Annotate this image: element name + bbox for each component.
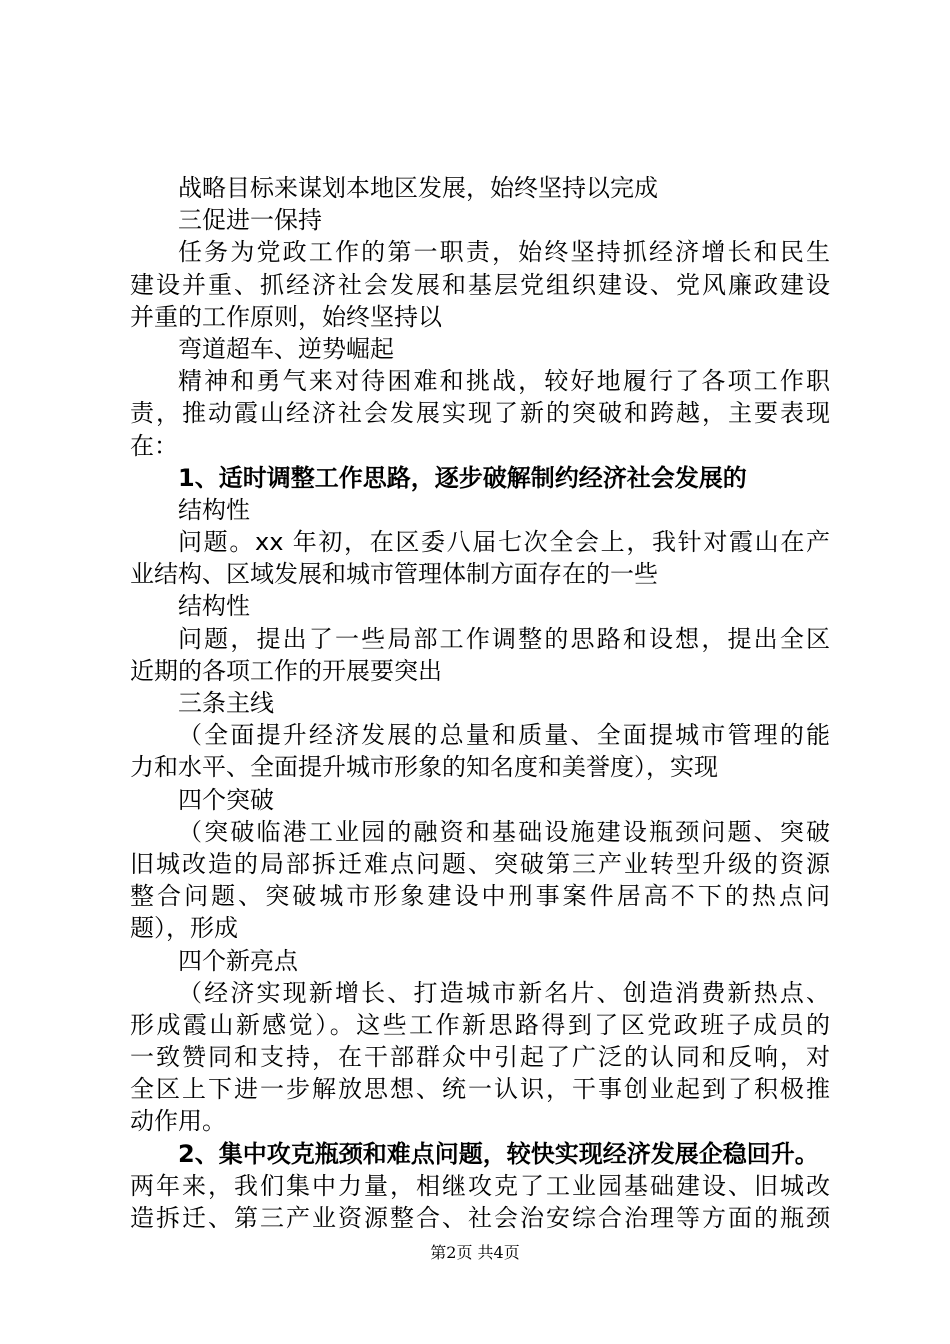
- text-line: 三条主线: [178, 689, 274, 717]
- text-line: 责，推动霞山经济社会发展实现了新的突破和跨越，主要表现: [130, 399, 830, 428]
- text-line: 一致赞同和支持，在干部群众中引起了广泛的认同和反响，对: [130, 1043, 830, 1072]
- text-line: 弯道超车、逆势崛起: [178, 334, 394, 363]
- text-line: 在：: [130, 431, 178, 460]
- section-heading: 2、集中攻克瓶颈和难点问题，较快实现经济发展企稳回升。: [178, 1139, 819, 1168]
- text-line: （突破临港工业园的融资和基础设施建设瓶颈问题、突破: [178, 817, 830, 846]
- text-line: 结构性: [178, 592, 250, 621]
- text-line: 全区上下进一步解放思想、统一认识，干事创业起到了积极推: [130, 1075, 830, 1104]
- text-line: （全面提升经济发展的总量和质量、全面提城市管理的能: [178, 721, 830, 750]
- text-line: 战略目标来谋划本地区发展，始终坚持以完成: [178, 174, 658, 202]
- text-line: 整合问题、突破城市形象建设中刑事案件居高不下的热点问: [130, 882, 830, 911]
- text-line: 任务为党政工作的第一职责，始终坚持抓经济增长和民生: [178, 238, 830, 267]
- text-line: 建设并重、抓经济社会发展和基层党组织建设、党风廉政建设: [130, 270, 830, 299]
- text-line: 两年来，我们集中力量，相继攻克了工业园基础建设、旧城改: [130, 1171, 830, 1200]
- text-line: 结构性: [178, 495, 250, 524]
- text-line: （经济实现新增长、打造城市新名片、创造消费新热点、: [178, 978, 830, 1007]
- text-line: 力和水平、全面提升城市形象的知名度和美誉度），实现: [130, 753, 718, 782]
- text-line: 精神和勇气来对待困难和挑战，较好地履行了各项工作职: [178, 367, 830, 396]
- page-number-footer: 第2页 共4页: [430, 1243, 520, 1262]
- text-line: 四个突破: [178, 785, 274, 814]
- section-heading: 1、适时调整工作思路，逐步破解制约经济社会发展的: [178, 463, 747, 492]
- text-line: 动作用。: [130, 1107, 226, 1136]
- document-body: [130, 172, 830, 1234]
- text-line: 题），形成: [130, 914, 238, 943]
- text-line: 四个新亮点: [178, 946, 298, 975]
- text-line: 问题。xx 年初，在区委八届七次全会上，我针对霞山在产: [178, 528, 830, 557]
- text-line: 造拆迁、第三产业资源整合、社会治安综合治理等方面的瓶颈: [130, 1204, 830, 1232]
- text-line: 业结构、区域发展和城市管理体制方面存在的一些: [130, 560, 658, 589]
- text-line: 并重的工作原则，始终坚持以: [130, 302, 442, 331]
- text-line: 旧城改造的局部拆迁难点问题、突破第三产业转型升级的资源: [130, 849, 830, 878]
- text-line: 三促进一保持: [178, 206, 322, 235]
- text-line: 问题，提出了一些局部工作调整的思路和设想，提出全区: [178, 624, 830, 653]
- text-line: 形成霞山新感觉）。这些工作新思路得到了区党政班子成员的: [130, 1010, 830, 1039]
- text-line: 近期的各项工作的开展要突出: [130, 656, 442, 685]
